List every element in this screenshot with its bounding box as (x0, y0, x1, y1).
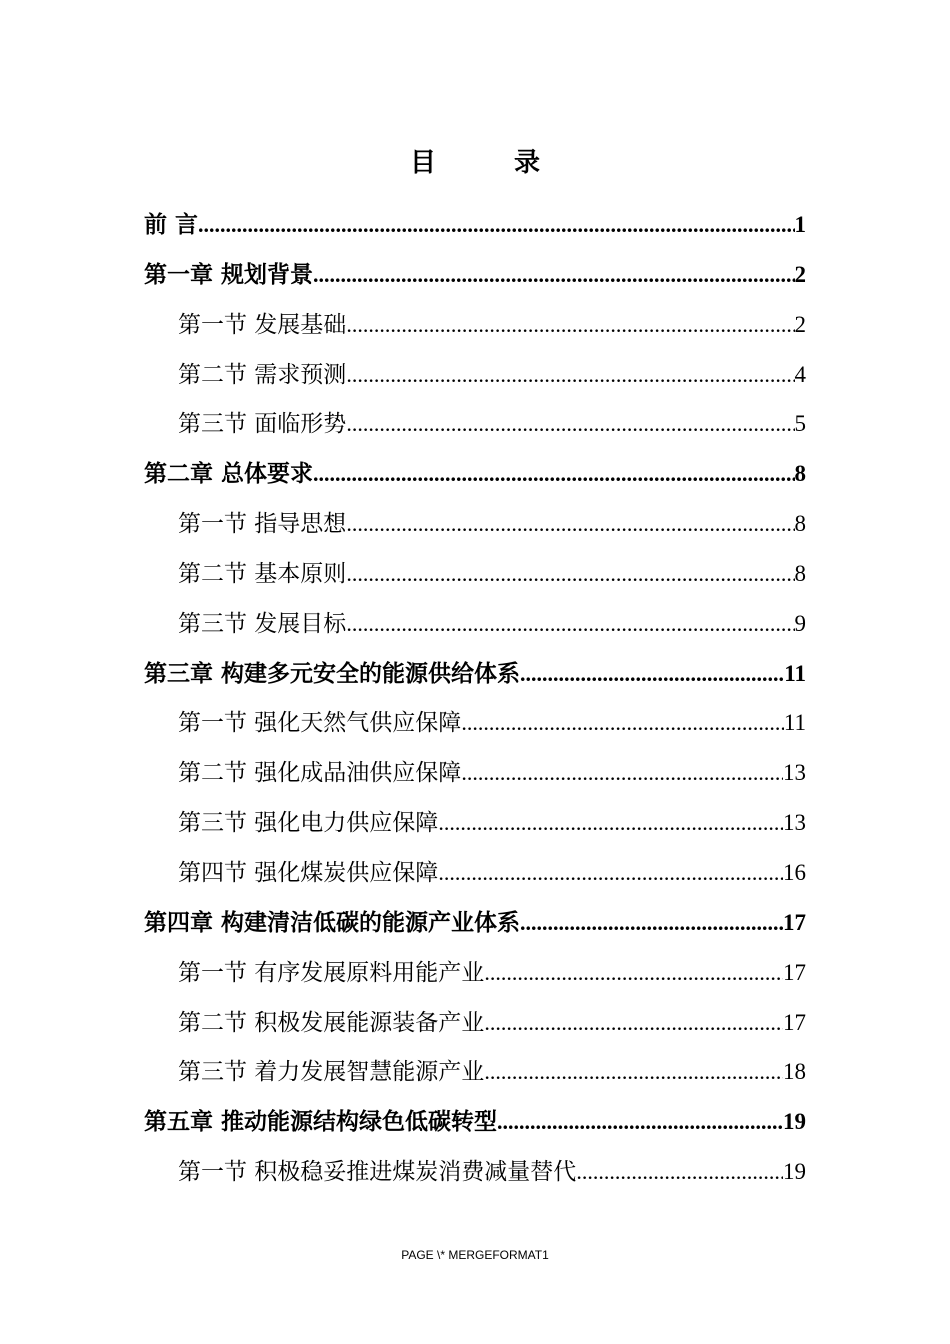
page-field-footer: PAGE \* MERGEFORMAT1 (401, 1248, 549, 1262)
dot-leader (576, 1147, 783, 1197)
dot-leader (461, 698, 784, 748)
toc-title: 目 录 (409, 148, 566, 178)
toc-entry-page: 19 (783, 1109, 806, 1135)
toc-entry[interactable] (144, 948, 806, 998)
toc-entry[interactable] (144, 399, 806, 449)
toc-entry-page: 8 (794, 560, 806, 586)
dot-leader (198, 200, 794, 250)
toc-entry-label: 第一节 发展基础 (178, 311, 347, 338)
toc-entry[interactable] (144, 998, 806, 1048)
dot-leader (313, 449, 794, 499)
dot-leader (346, 549, 794, 599)
toc-entry-page: 8 (794, 461, 806, 487)
toc-entry-page: 1 (794, 212, 806, 237)
toc-entry-page: 2 (794, 261, 806, 287)
toc-entry-label: 第三节 强化电力供应保障 (178, 810, 439, 837)
toc-entry-label: 第三章 构建多元安全的能源供给体系 (144, 660, 521, 687)
toc-entry-label: 第一节 积极稳妥推进煤炭消费减量替代 (178, 1159, 577, 1186)
toc-entry-page: 13 (783, 810, 806, 836)
toc-entry[interactable] (144, 1097, 806, 1147)
dot-leader (346, 350, 794, 400)
toc-entry-label: 第二节 需求预测 (178, 361, 347, 388)
dot-leader (346, 599, 794, 649)
toc-entry[interactable] (144, 599, 806, 649)
toc-entry-page: 11 (783, 710, 806, 736)
toc-entry[interactable] (144, 549, 806, 599)
toc-entry-page: 9 (794, 610, 806, 636)
toc-entry[interactable] (144, 649, 806, 699)
toc-entry-label: 第一节 有序发展原料用能产业 (178, 959, 485, 986)
toc-entry[interactable] (144, 798, 806, 848)
toc-entry-label: 第四章 构建清洁低碳的能源产业体系 (144, 909, 521, 936)
dot-leader (461, 748, 783, 798)
dot-leader (438, 798, 783, 848)
toc-entry-label: 第五章 推动能源结构绿色低碳转型 (144, 1109, 498, 1136)
table-of-contents (144, 200, 806, 1197)
toc-entry-label: 第二节 基本原则 (178, 560, 347, 587)
toc-entry[interactable] (144, 449, 806, 499)
toc-entry[interactable] (144, 1047, 806, 1097)
dot-leader (346, 499, 794, 549)
toc-entry-label: 第二节 积极发展能源装备产业 (178, 1009, 485, 1036)
toc-entry-page: 4 (794, 361, 806, 387)
toc-entry[interactable] (144, 848, 806, 898)
toc-entry-page: 11 (784, 660, 806, 686)
toc-entry-page: 19 (783, 1159, 806, 1185)
toc-entry-label: 前 言 (144, 212, 199, 238)
toc-entry-page: 5 (794, 411, 806, 437)
toc-entry[interactable] (144, 499, 806, 549)
dot-leader (497, 1097, 783, 1147)
toc-entry-page: 17 (783, 909, 806, 935)
toc-entry-label: 第二章 总体要求 (144, 461, 314, 488)
toc-entry-page: 8 (794, 511, 806, 537)
dot-leader (313, 250, 794, 300)
toc-entry-label: 第二节 强化成品油供应保障 (178, 760, 462, 787)
toc-entry[interactable] (144, 200, 806, 250)
dot-leader (346, 399, 794, 449)
toc-entry-label: 第一章 规划背景 (144, 261, 314, 288)
toc-entry[interactable] (144, 350, 806, 400)
dot-leader (346, 300, 794, 350)
toc-entry-label: 第三节 面临形势 (178, 411, 347, 438)
dot-leader (484, 948, 783, 998)
dot-leader (484, 1047, 783, 1097)
toc-entry[interactable] (144, 748, 806, 798)
toc-entry-page: 2 (794, 311, 806, 337)
dot-leader (520, 898, 783, 948)
toc-entry[interactable] (144, 698, 806, 748)
toc-entry-page: 17 (783, 959, 806, 985)
toc-entry-label: 第一节 指导思想 (178, 511, 347, 538)
toc-entry[interactable] (144, 250, 806, 300)
toc-entry-page: 13 (783, 760, 806, 786)
toc-entry-page: 18 (783, 1059, 806, 1085)
toc-entry[interactable] (144, 1147, 806, 1197)
dot-leader (484, 998, 783, 1048)
toc-entry-label: 第三节 发展目标 (178, 610, 347, 637)
toc-entry-label: 第一节 强化天然气供应保障 (178, 710, 462, 737)
dot-leader (438, 848, 783, 898)
toc-entry[interactable] (144, 898, 806, 948)
toc-entry-label: 第四节 强化煤炭供应保障 (178, 859, 439, 886)
toc-entry-page: 16 (783, 859, 806, 885)
dot-leader (520, 649, 784, 699)
toc-entry-page: 17 (783, 1009, 806, 1035)
toc-entry-label: 第三节 着力发展智慧能源产业 (178, 1059, 485, 1086)
toc-entry[interactable] (144, 300, 806, 350)
